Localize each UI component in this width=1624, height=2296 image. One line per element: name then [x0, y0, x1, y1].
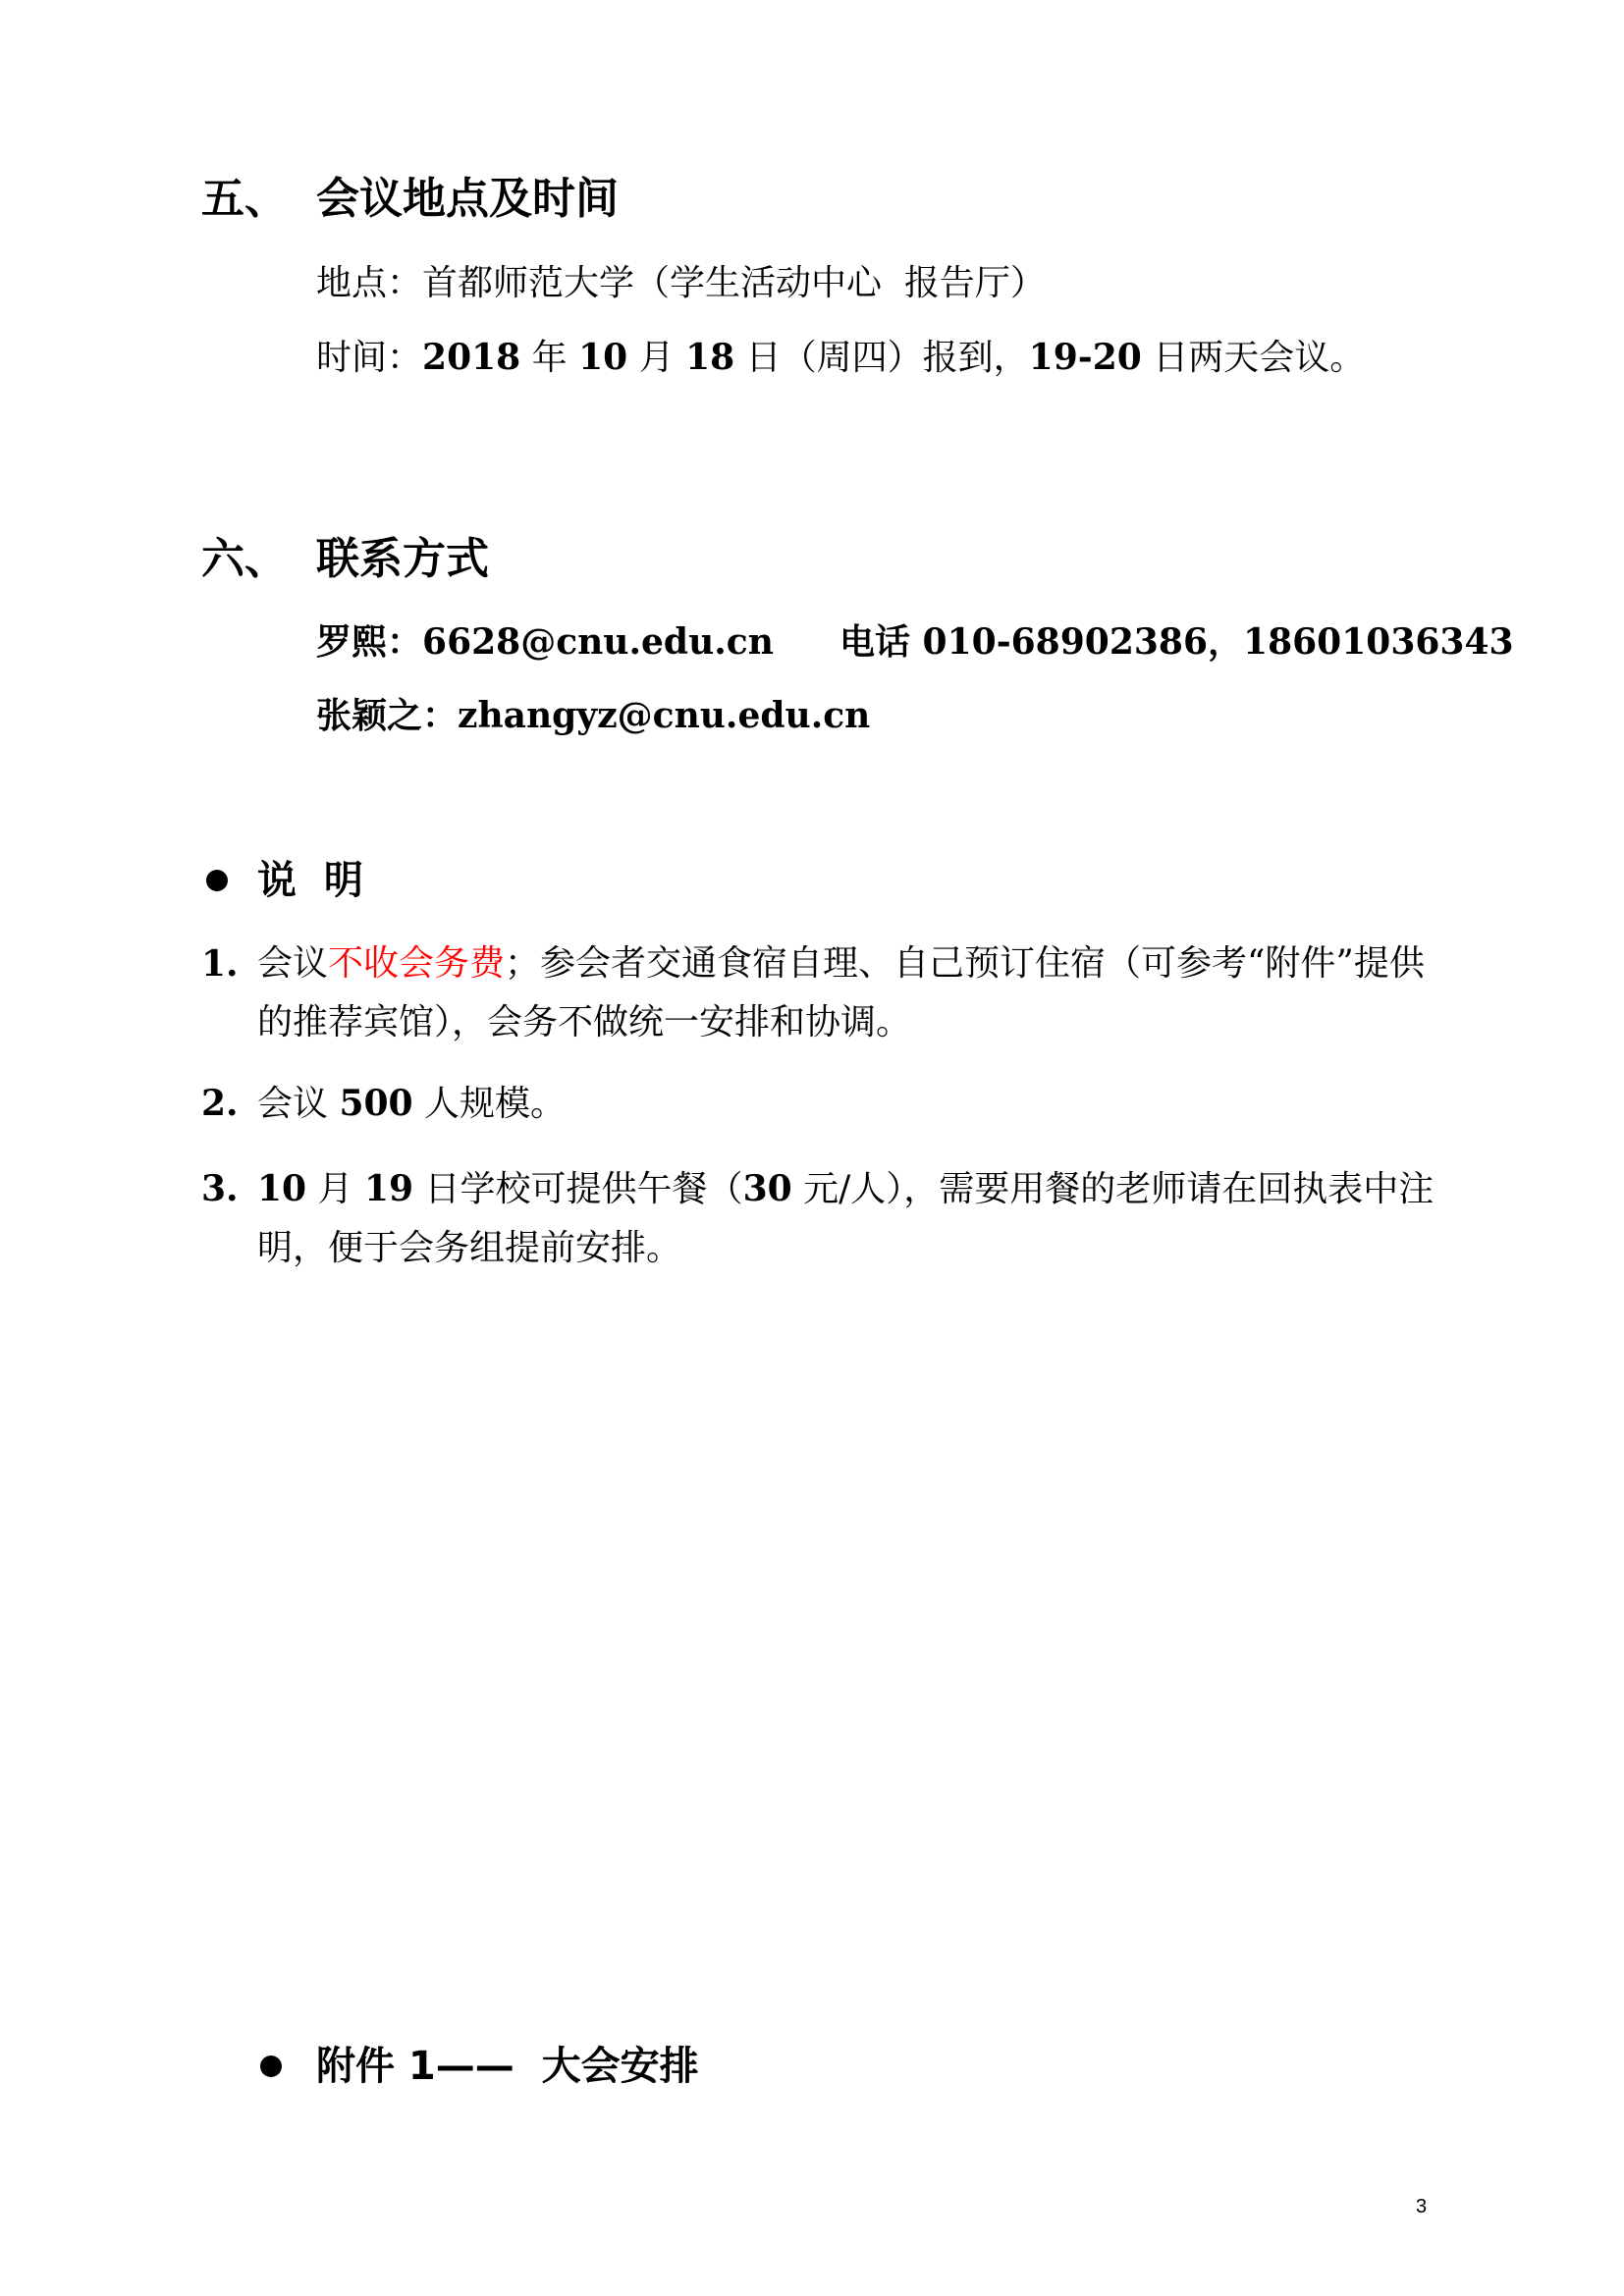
note-1-number: 1. — [201, 943, 239, 985]
note-3-month: 10 — [257, 1168, 307, 1209]
time-label: 时间： — [316, 338, 423, 378]
section-5-number: 五、 — [201, 174, 288, 224]
appendix-title: 附件 1—— 大会安排 — [316, 2044, 699, 2089]
page-number: 3 — [1416, 2196, 1428, 2217]
note-3-text — [257, 1159, 1435, 1278]
notes-bullet-icon — [206, 870, 228, 891]
contact-1-name: 罗熙： — [316, 622, 423, 663]
section-6-title: 联系方式 — [316, 534, 489, 584]
note-2-count: 500 — [339, 1083, 413, 1124]
time-line — [316, 334, 1365, 382]
contact-2-name: 张颖之： — [316, 696, 459, 736]
contact-1-phone-line — [839, 618, 1514, 667]
time-year: 2018 — [422, 337, 521, 378]
contact-1 — [316, 618, 774, 667]
section-6-number: 六、 — [201, 534, 288, 584]
time-rest: 日两天会议。 — [1141, 338, 1366, 378]
note-2-number: 2. — [201, 1083, 239, 1124]
contact-2-email[interactable]: zhangyz@cnu.edu.cn — [458, 695, 871, 736]
note-2-post: 人规模。 — [412, 1084, 567, 1124]
note-3-ri: 日学校可提供午餐（ — [413, 1169, 743, 1209]
contact-2 — [316, 692, 870, 740]
time-ri-zhousi: 日（周四）报到， — [734, 338, 1029, 378]
appendix-bullet-icon — [260, 2056, 282, 2077]
note-2-pre: 会议 — [257, 1084, 340, 1124]
note-3-yue: 月 — [306, 1169, 364, 1209]
contact-1-phone-label: 电话 — [839, 622, 923, 663]
note-3-number: 3. — [201, 1168, 239, 1209]
note-3-day: 19 — [364, 1168, 414, 1209]
note-1-text — [257, 934, 1435, 1052]
time-yue: 月 — [627, 338, 686, 378]
note-1-post: ；参会者交通食宿自理、自己预订住宿（可参考“附件”提供的推荐宾馆），会务不做统一安排和协调。 — [257, 943, 1425, 1042]
note-3-rest: 元/人），需要用餐的老师请在回执表中注明，便于会务组提前安排。 — [257, 1169, 1435, 1268]
note-1-pre: 会议 — [257, 943, 329, 984]
time-range: 19-20 — [1028, 337, 1142, 378]
contact-1-phone: 010-68902386，18601036343 — [922, 621, 1514, 663]
note-3-price: 30 — [742, 1168, 792, 1209]
time-month: 10 — [578, 337, 628, 378]
contact-1-email[interactable]: 6628@cnu.edu.cn — [422, 621, 774, 663]
section-5-title: 会议地点及时间 — [316, 174, 619, 224]
time-nian: 年 — [520, 338, 579, 378]
location-label: 地点： — [316, 263, 423, 303]
time-day: 18 — [685, 337, 735, 378]
note-1-red: 不收会务费 — [328, 943, 506, 984]
location-value: 首都师范大学（学生活动中心 报告厅） — [422, 263, 1046, 303]
location-line — [316, 260, 1046, 307]
note-2-text — [257, 1080, 566, 1128]
notes-title: 说 明 — [257, 858, 363, 903]
